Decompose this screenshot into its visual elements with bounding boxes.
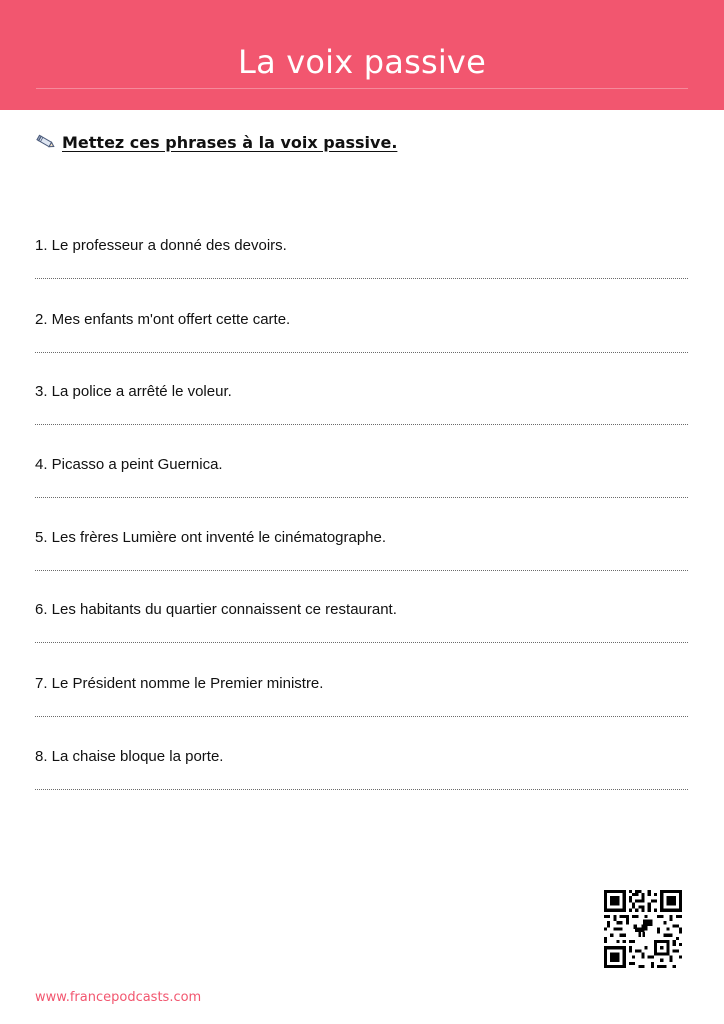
exercise-item bbox=[35, 382, 689, 425]
exercise-item bbox=[35, 747, 689, 790]
exercise-sentence: 1. Le professeur a donné des devoirs. bbox=[35, 237, 287, 254]
exercise-sentence: 7. Le Président nomme le Premier ministre. bbox=[35, 675, 324, 692]
answer-line[interactable] bbox=[35, 352, 688, 353]
pencil-icon bbox=[36, 134, 56, 150]
qr-code[interactable] bbox=[604, 890, 682, 968]
instruction-text: Mettez ces phrases à la voix passive. bbox=[62, 132, 398, 152]
exercise-sentence: 4. Picasso a peint Guernica. bbox=[35, 456, 223, 473]
exercise-item bbox=[35, 455, 689, 498]
answer-line[interactable] bbox=[35, 789, 688, 790]
exercise-sentence: 6. Les habitants du quartier connaissent ce restaurant. bbox=[35, 601, 397, 618]
header-divider bbox=[36, 88, 688, 89]
answer-line[interactable] bbox=[35, 278, 688, 279]
header-banner bbox=[0, 0, 724, 110]
exercise-sentence: 3. La police a arrêté le voleur. bbox=[35, 383, 232, 400]
exercise-item bbox=[35, 600, 689, 643]
exercise-item bbox=[35, 236, 689, 279]
exercise-item bbox=[35, 528, 689, 571]
answer-line[interactable] bbox=[35, 570, 688, 571]
exercise-sentence: 5. Les frères Lumière ont inventé le cinématographe. bbox=[35, 529, 387, 546]
page-title: La voix passive bbox=[238, 43, 486, 81]
exercise-item bbox=[35, 674, 689, 717]
instruction bbox=[36, 130, 397, 154]
website-link[interactable]: www.francepodcasts.com bbox=[35, 990, 202, 1005]
answer-line[interactable] bbox=[35, 424, 688, 425]
answer-line[interactable] bbox=[35, 716, 688, 717]
answer-line[interactable] bbox=[35, 642, 688, 643]
exercise-sentence: 2. Mes enfants m'ont offert cette carte. bbox=[35, 311, 291, 328]
exercise-sentence: 8. La chaise bloque la porte. bbox=[35, 748, 224, 765]
exercise-item bbox=[35, 310, 689, 353]
answer-line[interactable] bbox=[35, 497, 688, 498]
